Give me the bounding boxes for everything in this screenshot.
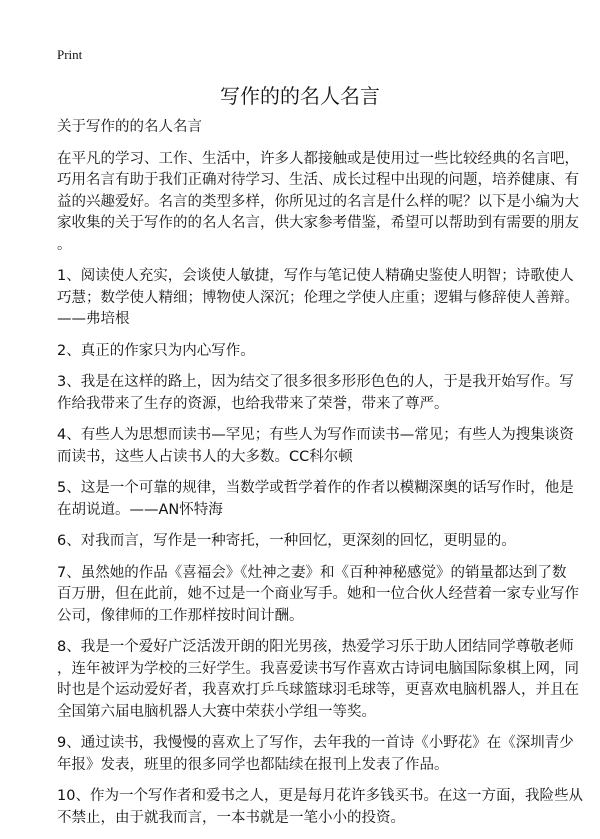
quote-paragraph bbox=[57, 341, 557, 363]
quote-paragraph bbox=[57, 478, 574, 521]
quote-paragraph bbox=[57, 563, 579, 628]
text-line: 益的兴趣爱好。名言的类型多样，你所见过的名言是什么样的呢？以下是小编为大 bbox=[57, 193, 579, 210]
text-line: 在平凡的学习、工作、生活中，许多人都接触或是使用过一些比较经典的名言吧， bbox=[57, 150, 579, 167]
text-line: 10、作为一个写作者和爱书之人，更是每月花许多钱买书。在这一方面，我险些从 bbox=[57, 788, 583, 804]
text-line: 8、我是一个爱好广泛活泼开朗的阳光男孩，热爱学习乐于助人团结同学尊敬老师 bbox=[57, 639, 574, 655]
quote-paragraph bbox=[57, 531, 557, 553]
intro-paragraph bbox=[57, 149, 579, 257]
text-line: 巧慧；数学使人精细；博物使人深沉；伦理之学使人庄重；逻辑与修辞使人善辩。 bbox=[57, 289, 579, 306]
text-line: 百万册，但在此前，她不过是一个商业写手。她和一位合伙人经营着一家专业写作 bbox=[57, 586, 579, 602]
quote-paragraph bbox=[57, 425, 574, 468]
text-line: 6、对我而言，写作是一种寄托，一种回忆，更深刻的回忆，更明显的。 bbox=[57, 533, 516, 549]
text-line: 家收集的关于写作的的名人名言，供大家参考借鉴，希望可以帮助到有需要的朋友 bbox=[57, 215, 579, 231]
text-line: 1、阅读使人充实，会谈使人敏捷，写作与笔记使人精确史鉴使人明智；诗歌使人 bbox=[57, 268, 574, 284]
quote-paragraph bbox=[57, 266, 579, 331]
subtitle: 关于写作的的名人名言 bbox=[57, 119, 202, 135]
text-line: 在胡说道。——AN怀特海 bbox=[57, 501, 223, 518]
text-line: 年报》发表，班里的很多同学也都陆续在报刊上发表了作品。 bbox=[57, 756, 449, 773]
text-line: 。 bbox=[57, 236, 72, 253]
text-line: 2、真正的作家只为内心写作。 bbox=[57, 342, 255, 359]
text-line: 时也是个运动爱好者，我喜欢打乒乓球篮球羽毛球等，更喜欢电脑机器人，并且在 bbox=[57, 682, 579, 698]
text-line: 7、虽然她的作品《喜福会》《灶神之妻》和《百种神秘感觉》的销量都达到了数 bbox=[57, 564, 567, 581]
text-line: 4、有些人为思想而读书—罕见；有些人为写作而读书—常见；有些人为搜集谈资 bbox=[57, 427, 574, 443]
print-link[interactable]: Print bbox=[57, 47, 83, 62]
text-line: 作给我带来了生存的资源，也给我带来了荣誉，带来了尊严。 bbox=[57, 395, 449, 412]
text-line: 全国第六届电脑机器人大赛中荣获小学组一等奖。 bbox=[57, 703, 376, 720]
quote-paragraph bbox=[57, 372, 574, 415]
text-line: ，连年被评为学校的三好学生。我喜爱读书写作喜欢古诗词电脑国际象棋上网，同 bbox=[57, 660, 579, 677]
text-line: 9、通过读书，我慢慢的喜欢上了写作，去年我的一首诗《小野花》在《深圳青少 bbox=[57, 735, 574, 751]
text-line: 公司，像律师的工作那样按时间计酬。 bbox=[57, 607, 304, 624]
page-title: 写作的的名人名言 bbox=[220, 84, 380, 108]
quote-paragraph bbox=[57, 637, 579, 723]
text-line: ——弗培根 bbox=[57, 311, 130, 327]
text-line: 3、我是在这样的路上，因为结交了很多很多形形色色的人，于是我开始写作。写 bbox=[57, 374, 574, 390]
text-line: 而读书，这些人占读书人的大多数。CC科尔顿 bbox=[57, 448, 353, 465]
text-line: 5、这是一个可靠的规律，当数学或哲学着作的作者以模糊深奥的话写作时，他是 bbox=[57, 480, 574, 496]
text-line: 巧用名言有助于我们正确对待学习、生活、成长过程中出现的问题，培养健康、有 bbox=[57, 172, 579, 188]
text-line: 不禁止，由于就我而言，一本书就是一笔小小的投资。 bbox=[57, 809, 405, 826]
quote-paragraph bbox=[57, 786, 583, 829]
document-body bbox=[57, 117, 583, 839]
quote-paragraph bbox=[57, 733, 574, 776]
